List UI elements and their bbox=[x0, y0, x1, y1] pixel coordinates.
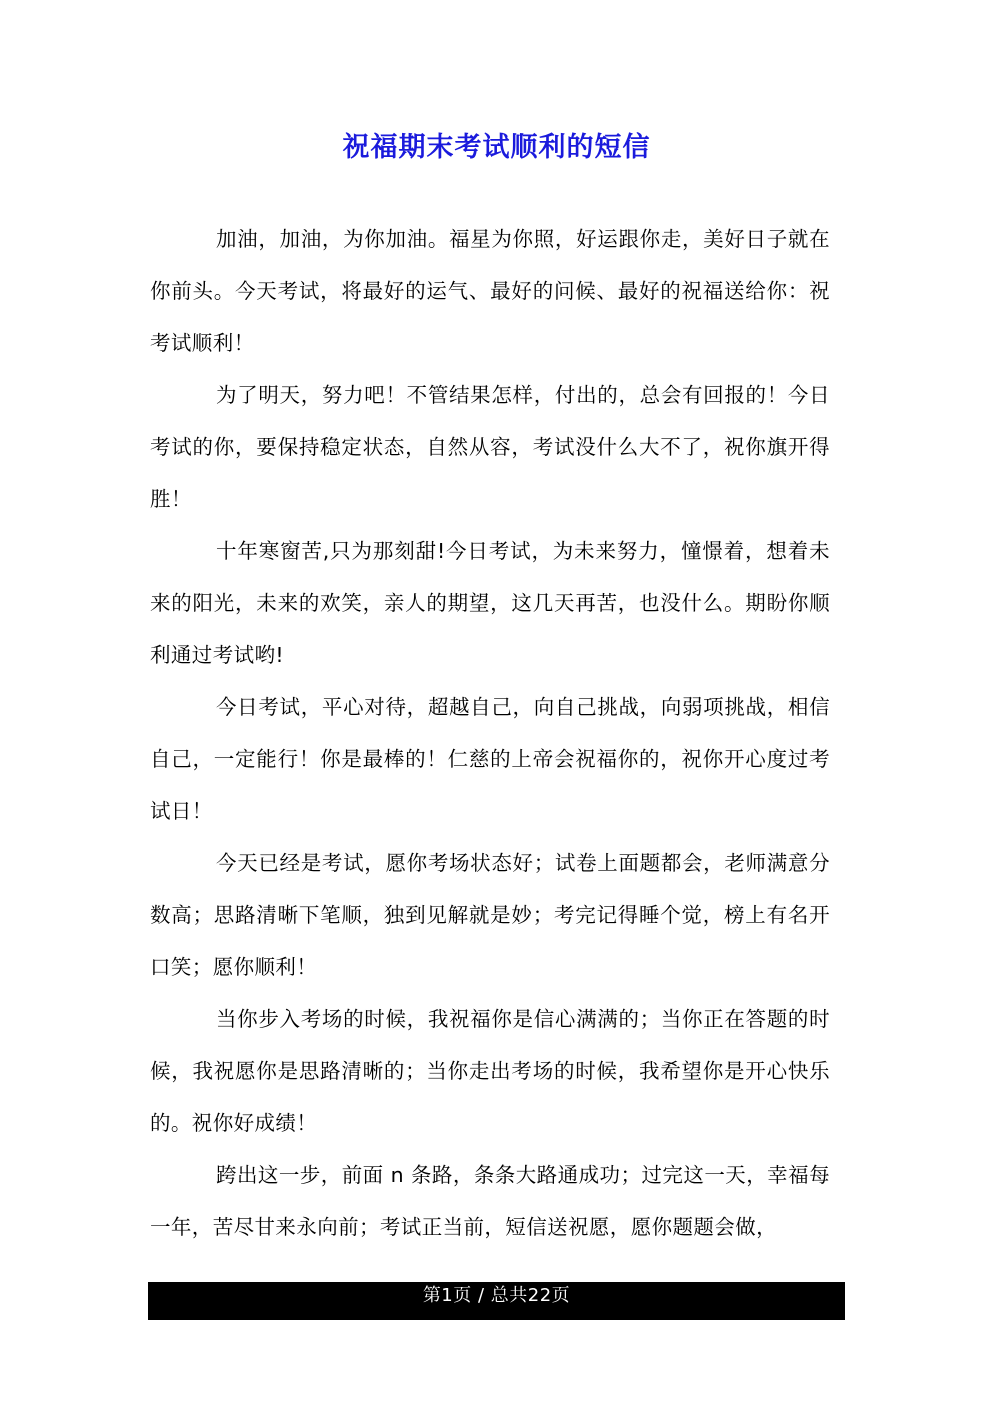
paragraph-1: 加油，加油，为你加油。福星为你照，好运跟你走，美好日子就在你前头。今天考试，将最好的运气、最好的问候、最好的祝福送给你：祝考试顺利！ bbox=[150, 227, 830, 355]
paragraph-2: 为了明天，努力吧！不管结果怎样，付出的，总会有回报的！今日考试的你，要保持稳定状态，自然从容，考试没什么大不了，祝你旗开得胜！ bbox=[150, 383, 830, 511]
paragraph-6: 当你步入考场的时候，我祝福你是信心满满的；当你正在答题的时候，我祝愿你是思路清晰的；当你走出考场的时候，我希望你是开心快乐的。祝你好成绩！ bbox=[150, 1007, 830, 1135]
paragraph-3: 十年寒窗苦,只为那刻甜!今日考试，为未来努力，憧憬着，想着未来的阳光，未来的欢笑，亲人的期望，这几天再苦，也没什么。期盼你顺利通过考试哟! bbox=[150, 539, 830, 667]
page-footer-bar bbox=[148, 1282, 845, 1320]
paragraph-4: 今日考试，平心对待，超越自己，向自己挑战，向弱项挑战，相信自己，一定能行！你是最棒的！仁慈的上帝会祝福你的，祝你开心度过考试日！ bbox=[150, 695, 830, 823]
document-body bbox=[150, 213, 830, 1253]
page-indicator: 第1页 / 总共22页 bbox=[422, 1285, 571, 1306]
document-title: 祝福期末考试顺利的短信 bbox=[342, 132, 651, 163]
paragraph-7: 跨出这一步，前面 n 条路，条条大路通成功；过完这一天，幸福每一年，苦尽甘来永向前；考试正当前，短信送祝愿，愿你题题会做， bbox=[150, 1163, 830, 1239]
paragraph-5: 今天已经是考试，愿你考场状态好；试卷上面题都会，老师满意分数高；思路清晰下笔顺，独到见解就是妙；考完记得睡个觉，榜上有名开口笑；愿你顺利！ bbox=[150, 851, 830, 979]
